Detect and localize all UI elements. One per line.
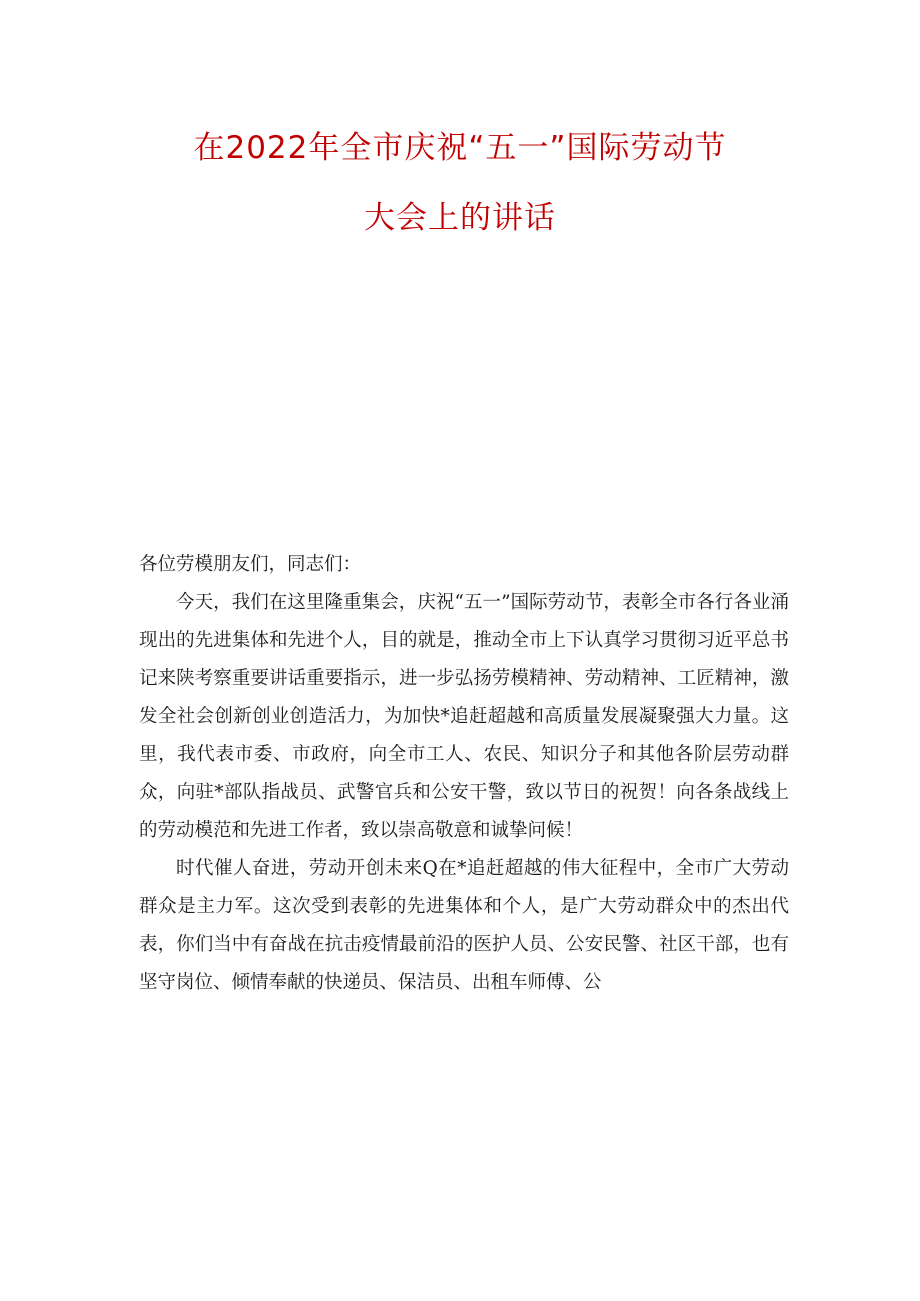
document-title-line-2: 大会上的讲话 bbox=[364, 200, 556, 236]
salutation: 各位劳模朋友们，同志们： bbox=[139, 554, 362, 575]
paragraph-1: 今天，我们在这里隆重集会，庆祝“五一”国际劳动节，表彰全市各行各业涌现出的先进集体和先进个人，目的就是，推动全市上下认真学习贯彻习近平总书记来陕考察重要讲话重要指示，进一步弘扬劳模精神、劳动精神、工匠精神，激发全社会创新创业创造活力，为加快*追赶超越和高质量发展凝聚强大力量。这里，我代表市委、市政府，向全市工人、农民、知识分子和其他各阶层劳动群众，向驻*部队指战员、武警官兵和公安干警，致以节日的祝贺！向各条战线上的劳动模范和先进工作者，致以崇高敬意和诚挚问候！ bbox=[139, 592, 789, 841]
document-body bbox=[139, 546, 789, 1002]
document-title-line-1: 在2022年全市庆祝“五一”国际劳动节 bbox=[193, 130, 727, 166]
paragraph-2: 时代催人奋进，劳动开创未来Q在*追赶超越的伟大征程中，全市广大劳动群众是主力军。这次受到表彰的先进集体和个人，是广大劳动群众中的杰出代表，你们当中有奋战在抗击疫情最前沿的医护人员、公安民警、社区干部，也有坚守岗位、倾情奉献的快递员、保洁员、出租车师傅、公 bbox=[139, 858, 789, 993]
